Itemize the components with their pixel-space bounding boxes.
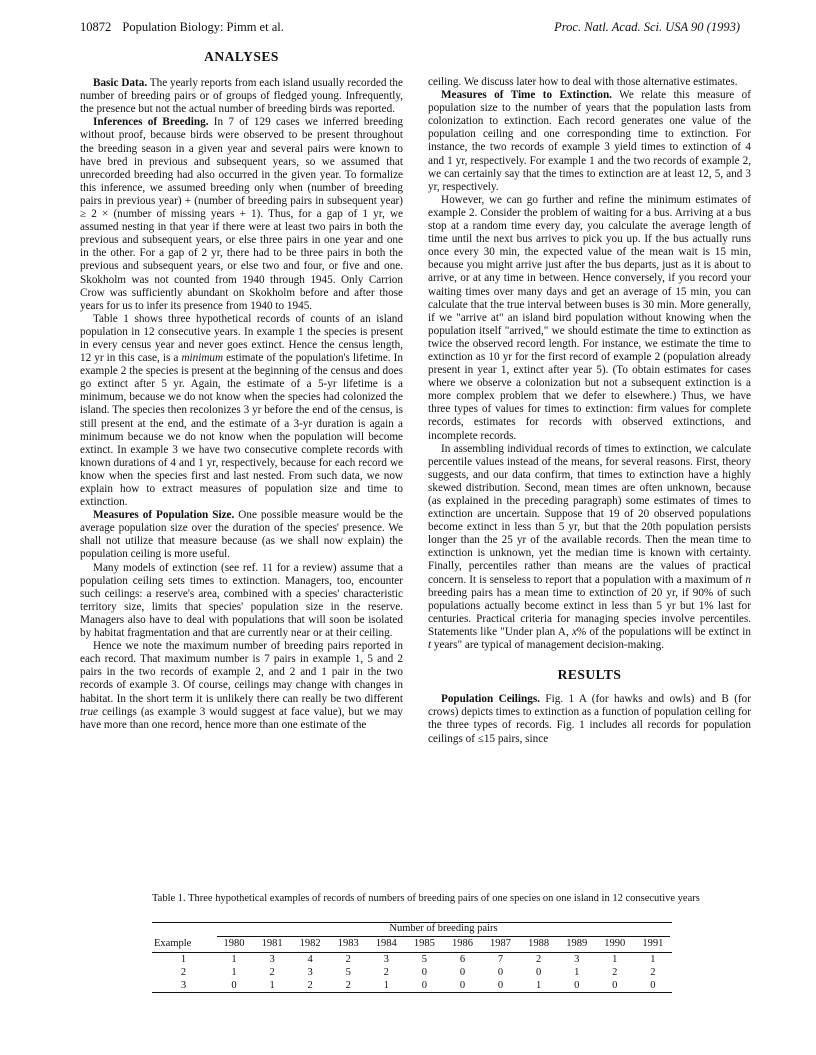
count-cell: 0: [459, 967, 466, 978]
paragraph-time-to-extinction: [428, 89, 751, 194]
right-column: [428, 76, 751, 746]
count-cell: 2: [291, 979, 329, 993]
year-header: 1989: [558, 937, 596, 953]
paragraph-bus-analogy: However, we can go further and refine the minimum estimates of example 2. Consider the problem of waiting for a bus. Arriving at a bus stop at a random time every day, you calculate the average length of time until the next bus arrives to pick you up. If the bus actually runs once every 30 min, the expected value of the mean wait is 15 min, because you might arrive just after the bus departs, just as it is about to arrive, or at any time in between. Hence conversely, if you record your waiting times over many days and get an average of 15 min, you can calculate that the true interval between buses is 30 min. More generally, if we "arrive at" an island bird population without knowing when the population itself "arrived," we should estimate the time to extinction as twice the observed record length. For instance, we estimate the time to extinction as 10 yr for the first record of example 2 (population already present in year 1, extinct after year 5). (To obtain estimates for cases where we observe a colonization but not a subsequent extinction is a more complex problem that we defer to elsewhere.) Thus, we have three types of values for times to extinction: firm values for complete records, estimates for records with observed extinctions, and incomplete records.: [428, 193, 751, 442]
count-cell: 1: [367, 979, 405, 993]
count-cell: 2: [612, 967, 618, 978]
example-cell: 1: [180, 954, 187, 965]
year-header: 1985: [405, 937, 443, 953]
group-header: Number of breeding pairs: [217, 923, 670, 937]
count-cell: 6: [459, 954, 466, 965]
breeding-pairs-table: [152, 922, 672, 993]
count-cell: 1: [253, 979, 291, 993]
year-header: 1986: [443, 937, 481, 953]
run-in-head: Population Ceilings.: [441, 693, 540, 706]
table-row: [152, 979, 672, 993]
page-number: 10872: [80, 20, 112, 34]
section-heading-analyses: ANALYSES: [204, 49, 279, 64]
table-year-header-row: [152, 937, 672, 953]
count-cell: 1: [520, 979, 558, 993]
paragraph-text: We relate this measure of population size to the number of years that the population lasts from colonization to extinction. Each record generates one value of the population ceiling and one corresponding time to extinction. For instance, the two records of example 3 yield times to extinction of 4 and 1 yr, respectively. For example 1 and the two records of example 2, we can certainly say that the times to extinction are at least 12, 5, and 3 yr, respectively.: [428, 89, 751, 193]
paragraph-text: The yearly reports from each island usually recorded the number of breeding pairs or of groups of fledged young. Infrequently, the presence but not the actual number of breeding birds was reported.: [80, 77, 403, 116]
section-heading-results: RESULTS: [557, 667, 622, 683]
table-group-header-cell: [215, 923, 672, 938]
count-cell: 2: [329, 979, 367, 993]
year-header: 1984: [367, 937, 405, 953]
count-cell: 3: [269, 954, 275, 965]
paragraph-models: Many models of extinction (see ref. 11 for a review) assume that a population ceiling sets times to extinction. Managers, too, encounter such ceilings: a reserve's area, combined with a species' characteristic territory size, limits that species' population size in the reserve. Managers also have to deal with populations that will soon be isolated by habitat fragmentation and that are currently near or at their ceiling.: [80, 561, 403, 640]
count-cell: 0: [497, 967, 504, 978]
example-cell: 3: [152, 979, 215, 993]
example-cell: 2: [180, 967, 187, 978]
example-column-header: Example: [152, 937, 215, 953]
emphasis: minimum: [181, 352, 224, 365]
page-header: [80, 20, 740, 36]
count-cell: 0: [596, 979, 634, 993]
year-header: 1982: [291, 937, 329, 953]
count-cell: 7: [497, 954, 504, 965]
count-cell: 3: [307, 967, 313, 978]
count-cell: 4: [307, 954, 313, 965]
count-cell: 3: [574, 954, 580, 965]
emphasis: true: [80, 705, 99, 718]
paragraph-text: % of the populations will be extinct in: [576, 625, 751, 638]
count-cell: 1: [231, 954, 237, 965]
count-cell: 0: [634, 979, 672, 993]
count-cell: 0: [558, 979, 596, 993]
count-cell: 1: [612, 954, 618, 965]
year-header: 1981: [253, 937, 291, 953]
count-cell: 0: [405, 979, 443, 993]
count-cell: 5: [421, 954, 427, 965]
header-left: [80, 20, 284, 35]
run-in-head: Measures of Time to Extinction.: [441, 89, 612, 102]
paragraph-text: Fig. 1 A (for hawks and owls) and B (for crows) depicts times to extinction as a function of population ceiling for the three types of records. Fig. 1 includes all records for population ceilings of ≤15 pairs, since: [428, 693, 752, 745]
year-header: 1983: [329, 937, 367, 953]
paragraph-text: In 7 of 129 cases we inferred breeding without proof, because birds were observed to be present throughout the breeding season in a given year and several pairs were known to have bred in previous and subsequent years, so we assumed that unrecorded breeding had also occurred in the given year. To formalize this inference, we assumed breeding only when (number of breeding pairs in previous year) + (number of breeding pairs in subsequent year) ≥ 2 × (number of missing years + 1). Thus, for a gap of 1 yr, we assumed nesting in that year if there were at least two pairs in both the previous and subsequent years, or else three pairs in one year and one in the other. For a gap of 2 yr, there had to be three pairs in both the previous and subsequent years, or else two and four, or five and one. Skokholm was not counted from 1940 through 1945. Only Carrion Crow was sufficiently abundant on Skokholm before and after those years for us to infer its presence from 1940 to 1945.: [80, 116, 403, 312]
paragraph-text: estimate of the population's lifetime. In example 2 the species is present at the beginning of the census and does go extinct after 5 yr. Again, the estimate of a 5-yr lifetime is a minimum, because we do not know when the species had colonized the island. The species then recolonizes 3 yr before the end of the census, is still present at the end, and the estimate of a 3-yr duration is again a minimum because we do not know when the population will become extinct. In example 3 we have two consecutive complete records with known durations of 4 and 1 yr, respectively, because for each record we know when the species first and last nested. From such data, we now explain how to extract measures of population size and time to extinction.: [80, 352, 403, 509]
emphasis: t: [428, 639, 432, 652]
count-cell: 0: [535, 967, 542, 978]
count-cell: 2: [650, 967, 656, 978]
year-header: 1980: [215, 937, 253, 953]
count-cell: 0: [443, 979, 481, 993]
paragraph-percentiles: [428, 443, 751, 653]
paragraph-inferences: [80, 116, 403, 312]
emphasis: n: [745, 573, 751, 586]
paragraph-text: years" are typical of management decision-making.: [431, 639, 664, 652]
table-row: [152, 953, 672, 967]
count-cell: 0: [215, 979, 253, 993]
table-caption: Table 1. Three hypothetical examples of records of numbers of breeding pairs of one species on one island in 12 consecutive years: [152, 893, 700, 904]
paragraph-basic-data: [80, 77, 403, 116]
left-column: [80, 50, 403, 732]
count-cell: 2: [269, 967, 275, 978]
table-row: [152, 966, 672, 979]
run-in-head: Basic Data.: [93, 77, 148, 90]
count-cell: 3: [383, 954, 389, 965]
count-cell: 2: [535, 954, 542, 965]
paragraph-text: breeding pairs has a mean time to extinction of 20 yr, if 90% of such populations actually become extinct in less than 5 yr but 1% last for centuries. Practical criteria for managing species involve percentiles. Statements like "Under plan A,: [428, 586, 751, 638]
table-corner: [152, 923, 215, 938]
paragraph-text: Hence we note the maximum number of breeding pairs reported in each record. That maximum number is 7 pairs in example 1, 5 and 2 pairs in the two records of example 2, and 2 and 1 pair in the two records of example 3. Of course, ceilings may change with changes in habitat. In the short term it is unlikely there can really be two different: [80, 640, 403, 705]
run-in-head: Measures of Population Size.: [93, 509, 235, 522]
paragraph-population-ceilings: [428, 693, 751, 745]
year-header: 1990: [596, 937, 634, 953]
paragraph-text: Table 1 shows three hypothetical records of counts of an island population in 12 consecutive years. In example 1 the species is present in every census year and never goes extinct. Hence the census length, 12 yr in this case, is a: [80, 312, 403, 365]
year-header: 1988: [520, 937, 558, 953]
count-cell: 1: [650, 954, 656, 965]
paragraph-text: In assembling individual records of times to extinction, we calculate percentile values instead of the means, for several reasons. First, theory suggests, and our data confirm, that times to extinction have a highly skewed distribution. Second, mean times are often unknown, because (as explained in the preceding paragraph) some estimates of times to extinction are uncertain. Suppose that 19 of 20 observed populations become extinct in less than 5 yr, but that the 20th population persists longer than the 25 yr of the available records. Then the mean time to extinction is unknown, yet the median time is known with certainty. Finally, percentiles rather than means are the values of practical concern. It is senseless to report that a population with a maximum of: [428, 442, 751, 586]
count-cell: 1: [574, 967, 580, 978]
paragraph-continued: ceiling. We discuss later how to deal with those alternative estimates.: [428, 76, 738, 88]
running-title: Population Biology: Pimm et al.: [122, 20, 284, 34]
emphasis: x: [571, 625, 577, 638]
paragraph-ceilings: [80, 640, 403, 732]
paragraph-population-size: [80, 509, 403, 561]
count-cell: 5: [345, 967, 351, 978]
count-cell: 0: [482, 979, 520, 993]
table-group-header-row: [152, 923, 672, 938]
count-cell: 1: [231, 967, 237, 978]
paragraph-table-explanation: [80, 313, 403, 509]
paragraph-text: ceilings (as example 3 would suggest at face value), but we may have more than one record, hence more than one estimate of the: [80, 705, 403, 731]
year-header: 1991: [634, 937, 672, 953]
journal-citation: Proc. Natl. Acad. Sci. USA 90 (1993): [554, 20, 740, 34]
count-cell: 0: [421, 967, 427, 978]
year-header: 1987: [482, 937, 520, 953]
run-in-head: Inferences of Breeding.: [93, 116, 209, 129]
paragraph-text: One possible measure would be the average population size over the duration of the species' presence. We shall not utilize that measure because (as we shall now explain) the population ceiling is more useful.: [80, 509, 403, 561]
count-cell: 2: [345, 954, 351, 965]
count-cell: 2: [383, 967, 389, 978]
